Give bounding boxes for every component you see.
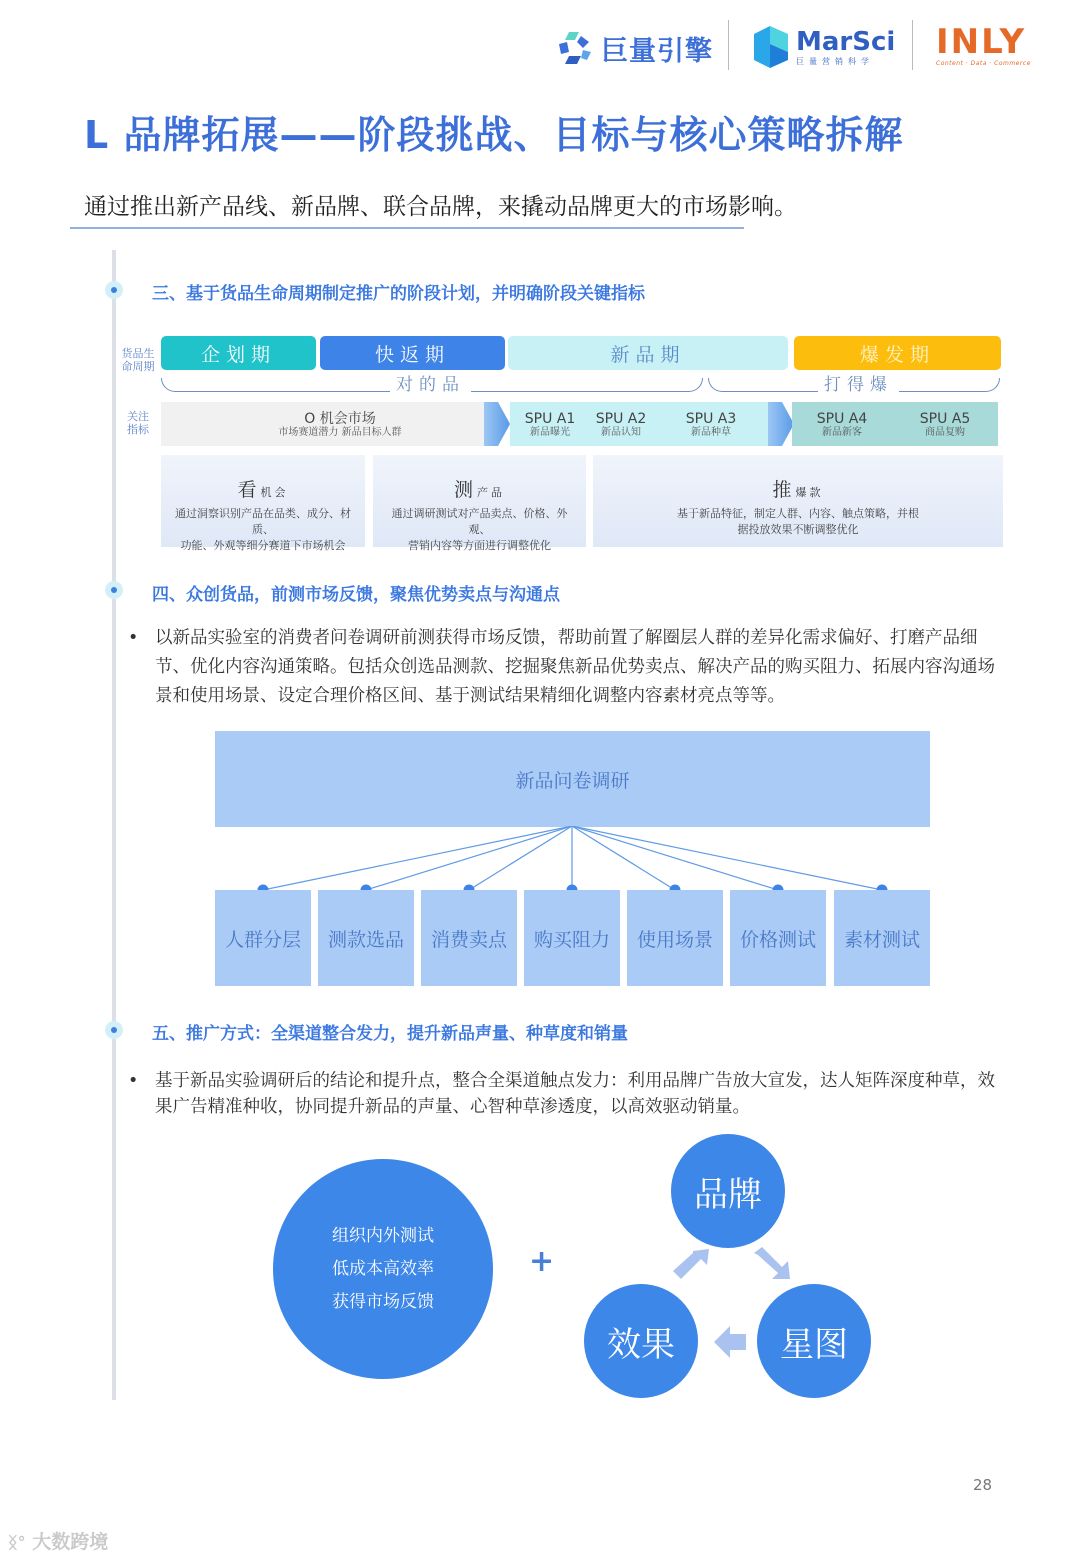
metric-title: SPU A5 xyxy=(919,411,971,427)
cycle-node-xingtu: 星图 xyxy=(757,1284,871,1398)
metric-spu-a5 xyxy=(915,411,975,439)
marsci-logo-sub: 巨量营销科学 xyxy=(796,56,874,66)
watermark-text: 大数跨境 xyxy=(32,1531,109,1553)
section-5-heading: 五、推广方式：全渠道整合发力，提升新品声量、种草度和销量 xyxy=(152,1024,628,1044)
lifecycle-label-line: 货品生 xyxy=(121,347,155,360)
metric-sub: 新品新客 xyxy=(822,427,862,438)
marsci-cube-icon xyxy=(752,22,790,72)
metric-spu-a3 xyxy=(681,411,741,439)
stage-burst: 爆发期 xyxy=(794,336,1001,370)
page-number: 28 xyxy=(973,1476,993,1494)
tree-connector-lines xyxy=(215,826,930,896)
tree-leaf: 消费卖点 xyxy=(421,890,517,986)
metric-title: SPU A3 xyxy=(685,411,737,427)
arrow-left-icon xyxy=(712,1322,748,1362)
metric-title: O 机会市场 xyxy=(304,411,376,427)
card-see-opportunity xyxy=(161,455,365,552)
timeline-dot-icon xyxy=(105,581,123,599)
left-timeline xyxy=(112,250,116,1400)
section-4-bullet xyxy=(128,624,995,711)
metric-sub: 商品复购 xyxy=(925,427,965,438)
lifecycle-label-line: 命周期 xyxy=(121,360,155,373)
tree-leaf: 价格测试 xyxy=(730,890,826,986)
subtitle-underline xyxy=(70,227,744,229)
stage-fast-return: 快返期 xyxy=(320,336,505,370)
brace-label-right-product: 对的品 xyxy=(390,370,471,395)
circle-line: 低成本高效率 xyxy=(332,1258,434,1279)
tree-leaf: 素材测试 xyxy=(834,890,930,986)
arrow-right-icon xyxy=(768,402,794,446)
section-4-heading: 四、众创货品，前测市场反馈，聚焦优势卖点与沟通点 xyxy=(152,585,560,605)
juliang-logo-text: 巨量引擎 xyxy=(601,35,713,67)
card-title: 测 xyxy=(453,479,473,501)
brace-label-burst: 打得爆 xyxy=(818,370,899,395)
juliang-engine-logo xyxy=(555,26,713,70)
card-desc-line: 营销内容等方面进行调整优化 xyxy=(408,539,551,552)
metric-title: SPU A4 xyxy=(816,411,868,427)
inly-logo-text: INLY xyxy=(936,22,1027,62)
metric-spu-a4 xyxy=(812,411,872,439)
inly-logo-sub: Content · Data · Commerce xyxy=(936,60,1031,67)
stage-planning: 企划期 xyxy=(161,336,316,370)
metrics-label-line: 关注 xyxy=(127,410,149,423)
tree-leaf: 使用场景 xyxy=(627,890,723,986)
juliang-logo-icon xyxy=(555,28,595,68)
tree-leaf: 人群分层 xyxy=(215,890,311,986)
arrow-right-icon xyxy=(484,402,510,446)
section-5-bullet xyxy=(128,1068,995,1120)
cycle-node-brand: 品牌 xyxy=(671,1134,785,1248)
stage-new-product: 新品期 xyxy=(508,336,788,370)
metric-spu-a1 xyxy=(520,411,580,439)
metric-opportunity xyxy=(250,411,430,439)
bullet-icon: • xyxy=(128,628,139,648)
watermark xyxy=(8,1527,108,1554)
metrics-label xyxy=(118,410,158,436)
metric-title: SPU A1 xyxy=(524,411,576,427)
section-4-text: 以新品实验室的消费者问卷调研前测获得市场反馈，帮助前置了解圈层人群的差异化需求偏好、打磨产品细节、优化内容沟通策略。包括众创选品测款、挖掘聚焦新品优势卖点、解决产品的购买阻力、拓展内容沟通场景和使用场景、设定合理价格区间、基于测试结果精细化调整内容素材亮点等等。 xyxy=(155,628,995,706)
metric-sub: 市场赛道潜力 新品目标人群 xyxy=(278,427,402,438)
inly-logo xyxy=(936,24,1031,67)
metric-sub: 新品曝光 xyxy=(530,427,570,438)
arrow-down-right-icon xyxy=(748,1245,798,1295)
card-title-small: 爆款 xyxy=(795,486,824,499)
plus-icon: + xyxy=(529,1244,555,1279)
card-test-product xyxy=(373,455,586,552)
section-5-text: 基于新品实验调研后的结论和提升点，整合全渠道触点发力：利用品牌广告放大宣发，达人矩阵深度种草，效果广告精准种收，协同提升新品的声量、心智种草渗透度，以高效驱动销量。 xyxy=(155,1071,995,1117)
logo-divider xyxy=(728,20,729,70)
card-desc-line: 通过洞察识别产品在品类、成分、材质、 xyxy=(175,507,351,536)
marsci-logo xyxy=(752,22,895,72)
cycle-node-effect: 效果 xyxy=(584,1284,698,1398)
card-title-small: 机会 xyxy=(260,486,289,499)
metric-spu-a2 xyxy=(591,411,651,439)
arrow-up-right-icon xyxy=(665,1245,715,1295)
card-desc-line: 功能、外观等细分赛道下市场机会 xyxy=(180,539,346,552)
bullet-icon: • xyxy=(128,1071,139,1091)
card-push-hit xyxy=(593,455,1003,547)
card-desc-line: 基于新品特征，制定人群、内容、触点策略，并根 xyxy=(677,507,919,520)
section-3-heading: 三、基于货品生命周期制定推广的阶段计划，并明确阶段关键指标 xyxy=(152,284,645,304)
card-desc-line: 通过调研测试对产品卖点、价格、外观、 xyxy=(391,507,568,536)
test-summary-circle xyxy=(273,1159,493,1379)
card-title-small: 产品 xyxy=(477,486,505,499)
metrics-label-line: 指标 xyxy=(127,423,149,436)
card-desc-line: 据投放效果不断调整优化 xyxy=(737,523,859,536)
page-title: L 品牌拓展——阶段挑战、目标与核心策略拆解 xyxy=(84,113,904,157)
metric-sub: 新品种草 xyxy=(691,427,731,438)
circle-line: 获得市场反馈 xyxy=(332,1291,434,1312)
metric-title: SPU A2 xyxy=(595,411,647,427)
watermark-logo-icon: ᛝ° xyxy=(8,1533,26,1552)
timeline-dot-icon xyxy=(105,1021,123,1039)
circle-line: 组织内外测试 xyxy=(332,1225,434,1246)
metric-sub: 新品认知 xyxy=(601,427,641,438)
timeline-dot-icon xyxy=(105,281,123,299)
tree-leaf: 测款选品 xyxy=(318,890,414,986)
tree-leaf: 购买阻力 xyxy=(524,890,620,986)
logo-divider xyxy=(912,20,913,70)
lifecycle-label xyxy=(118,347,158,373)
page-subtitle: 通过推出新产品线、新品牌、联合品牌，来撬动品牌更大的市场影响。 xyxy=(84,194,797,220)
card-title: 推 xyxy=(772,479,792,501)
card-title: 看 xyxy=(237,479,257,501)
marsci-logo-text: MarSci xyxy=(796,26,896,57)
tree-root-box: 新品问卷调研 xyxy=(215,731,930,827)
